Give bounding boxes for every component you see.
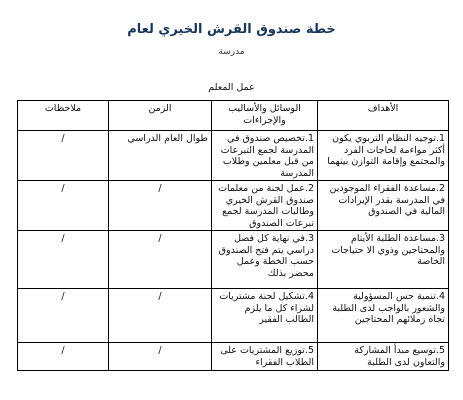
method-cell: 3.في نهاية كل فصل دراسي يتم فتح الصندوق حسب الخطة وعمل محضر بذلك <box>212 231 318 289</box>
time-cell: طوال العام الدراسي <box>109 131 212 181</box>
table-row <box>18 131 449 181</box>
school-label: مدرسة <box>218 47 245 57</box>
goal-cell: 5.توسيع مبدأ المشاركة والتعاون لدى الطلبة <box>318 343 449 371</box>
table-row <box>18 343 449 371</box>
method-cell: 4.تشكيل لجنة مشتريات لشراء كل ما يلزم الطالب الفقير <box>212 289 318 343</box>
table-row <box>18 289 449 343</box>
table-row <box>18 181 449 231</box>
notes-cell: / <box>18 231 109 289</box>
method-cell: 1.تخصيص صندوق في المدرسة لجمع التبرعات من قبل معلمين وطلاب المدرسة <box>212 131 318 181</box>
notes-cell: / <box>18 131 109 181</box>
header-methods: الوسائل والأساليب والإجراءات <box>212 101 318 131</box>
table-header-row <box>18 101 449 131</box>
notes-cell: / <box>18 289 109 343</box>
notes-cell: / <box>18 343 109 371</box>
method-cell: 2.عمل لجنة من معلمات صندوق القرش الخيري وطالبات المدرسة لجمع تبرعات الصندوق <box>212 181 318 231</box>
notes-cell: / <box>18 181 109 231</box>
header-notes: ملاحظات <box>18 101 109 131</box>
plan-table <box>17 100 449 371</box>
header-time: الزمن <box>109 101 212 131</box>
header-goals: الأهداف <box>318 101 449 131</box>
goal-cell: 1.توجيه النظام التربوي يكون أكثر مواءمة لحاجات الفرد والمجتمع وإقامة التوازن بينهما <box>318 131 449 181</box>
time-cell: / <box>109 289 212 343</box>
method-cell: 5.توزيع المشتريات على الطلاب الفقراء <box>212 343 318 371</box>
document-title: خطة صندوق القرش الخيري لعام <box>127 22 336 37</box>
goal-cell: 4.تنمية حس المسؤولية والشعور بالواجب لدى الطلبة تجاه زملائهم المحتاجين <box>318 289 449 343</box>
time-cell: / <box>109 181 212 231</box>
goal-cell: 3.مساعدة الطلبة الأيتام والمحتاجين وذوي الا حتياجات الخاصة <box>318 231 449 289</box>
time-cell: / <box>109 231 212 289</box>
time-cell: / <box>109 343 212 371</box>
table-row <box>18 231 449 289</box>
goal-cell: 2.مساعدة الفقراء الموجودين في المدرسة بقدر الإيرادات المالية في الصندوق <box>318 181 449 231</box>
teacher-label: عمل المعلم <box>208 82 255 93</box>
